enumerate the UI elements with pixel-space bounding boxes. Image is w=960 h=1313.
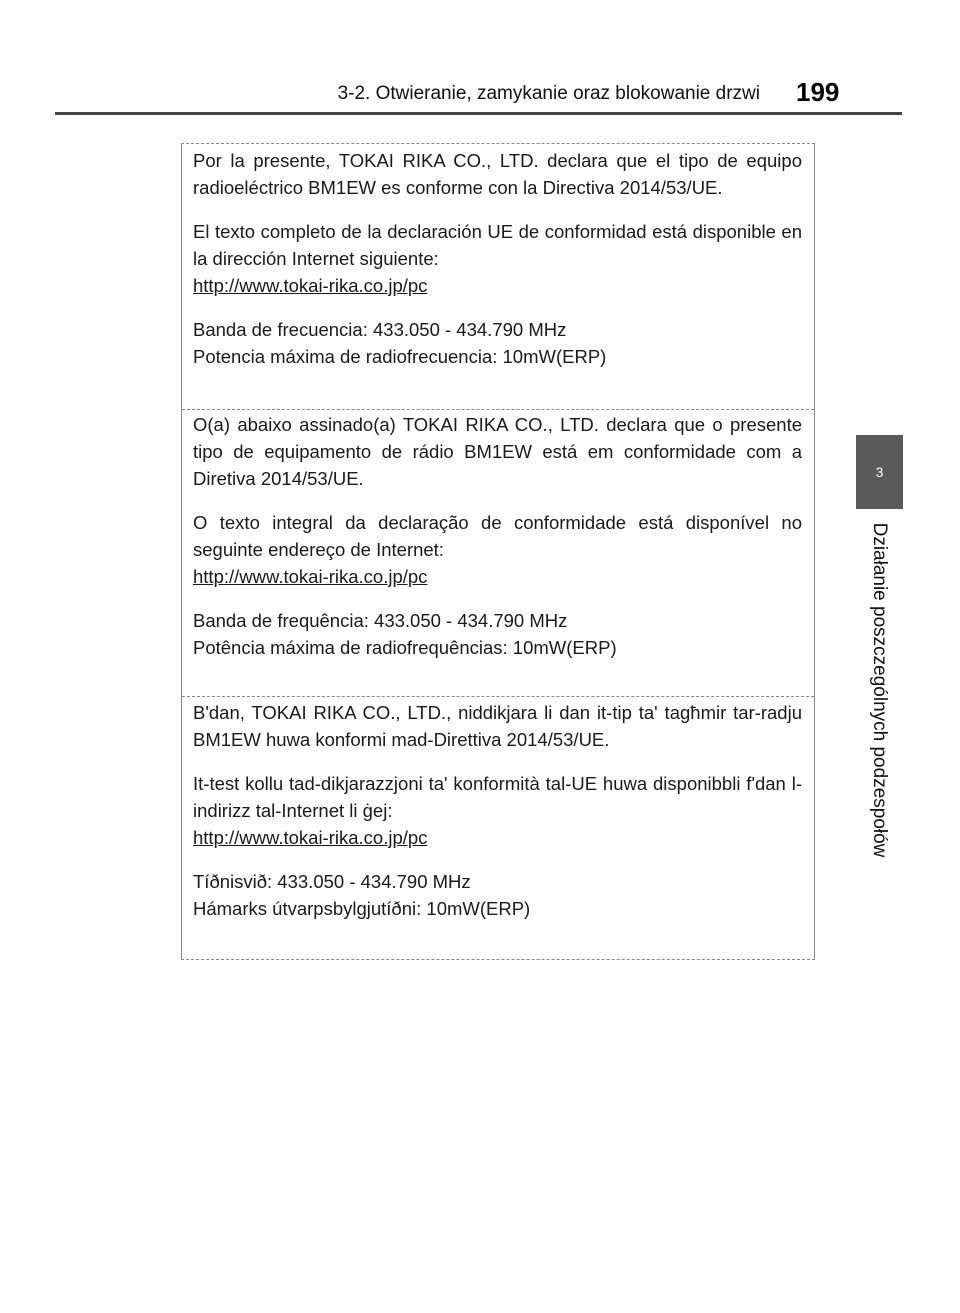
running-header-title: 3-2. Otwieranie, zamykanie oraz blokowanie drzwi (337, 83, 760, 104)
section-divider (182, 409, 814, 410)
full-text-notice: El texto completo de la declaración UE de conformidad está disponible en la dirección Internet siguiente: (193, 221, 802, 269)
frequency-band: Banda de frequência: 433.050 - 434.790 MHz (193, 610, 568, 631)
frequency-band: Tíðnisvið: 433.050 - 434.790 MHz (193, 871, 471, 892)
max-power: Potencia máxima de radiofrecuencia: 10mW(ERP) (193, 346, 607, 367)
full-text-notice: O texto integral da declaração de conformidade está disponível no seguinte endereço de Internet: (193, 512, 802, 560)
max-power: Hámarks útvarpsbylgjutíðni: 10mW(ERP) (193, 898, 531, 919)
declaration-box (181, 143, 815, 960)
full-text-block (193, 770, 802, 851)
max-power: Potência máxima de radiofrequências: 10mW(ERP) (193, 637, 617, 658)
declaration-section-pt (182, 411, 814, 696)
spec-block (193, 868, 802, 922)
frequency-band: Banda de frecuencia: 433.050 - 434.790 MHz (193, 319, 567, 340)
declaration-text: Por la presente, TOKAI RIKA CO., LTD. declara que el tipo de equipo radioeléctrico BM1EW es conforme con la Directiva 2014/53/UE. (193, 150, 802, 198)
declaration-url: http://www.tokai-rika.co.jp/pc (193, 275, 428, 296)
chapter-side-label: Działanie poszczególnych podzespołów (869, 522, 890, 858)
header-rule (55, 112, 902, 115)
full-text-block (193, 218, 802, 299)
spec-block (193, 607, 802, 661)
page-number: 199 (796, 77, 840, 107)
full-text-block (193, 509, 802, 590)
section-divider (182, 696, 814, 697)
declaration-section-es (182, 147, 814, 409)
declaration-section-mt (182, 699, 814, 957)
declaration-url: http://www.tokai-rika.co.jp/pc (193, 566, 428, 587)
declaration-text: B'dan, TOKAI RIKA CO., LTD., niddikjara li dan it-tip ta' tagħmir tar-radju BM1EW huwa konformi mad-Direttiva 2014/53/UE. (193, 702, 802, 750)
declaration-text: O(a) abaixo assinado(a) TOKAI RIKA CO., LTD. declara que o presente tipo de equipamento de rádio BM1EW está em conformidade com a Diretiva 2014/53/UE. (193, 414, 802, 489)
spec-block (193, 316, 802, 370)
chapter-tab: 3 (856, 435, 903, 509)
declaration-url: http://www.tokai-rika.co.jp/pc (193, 827, 428, 848)
full-text-notice: It-test kollu tad-dikjarazzjoni ta' konformità tal-UE huwa disponibbli f'dan l-indirizz tal-Internet li ġej: (193, 773, 802, 821)
